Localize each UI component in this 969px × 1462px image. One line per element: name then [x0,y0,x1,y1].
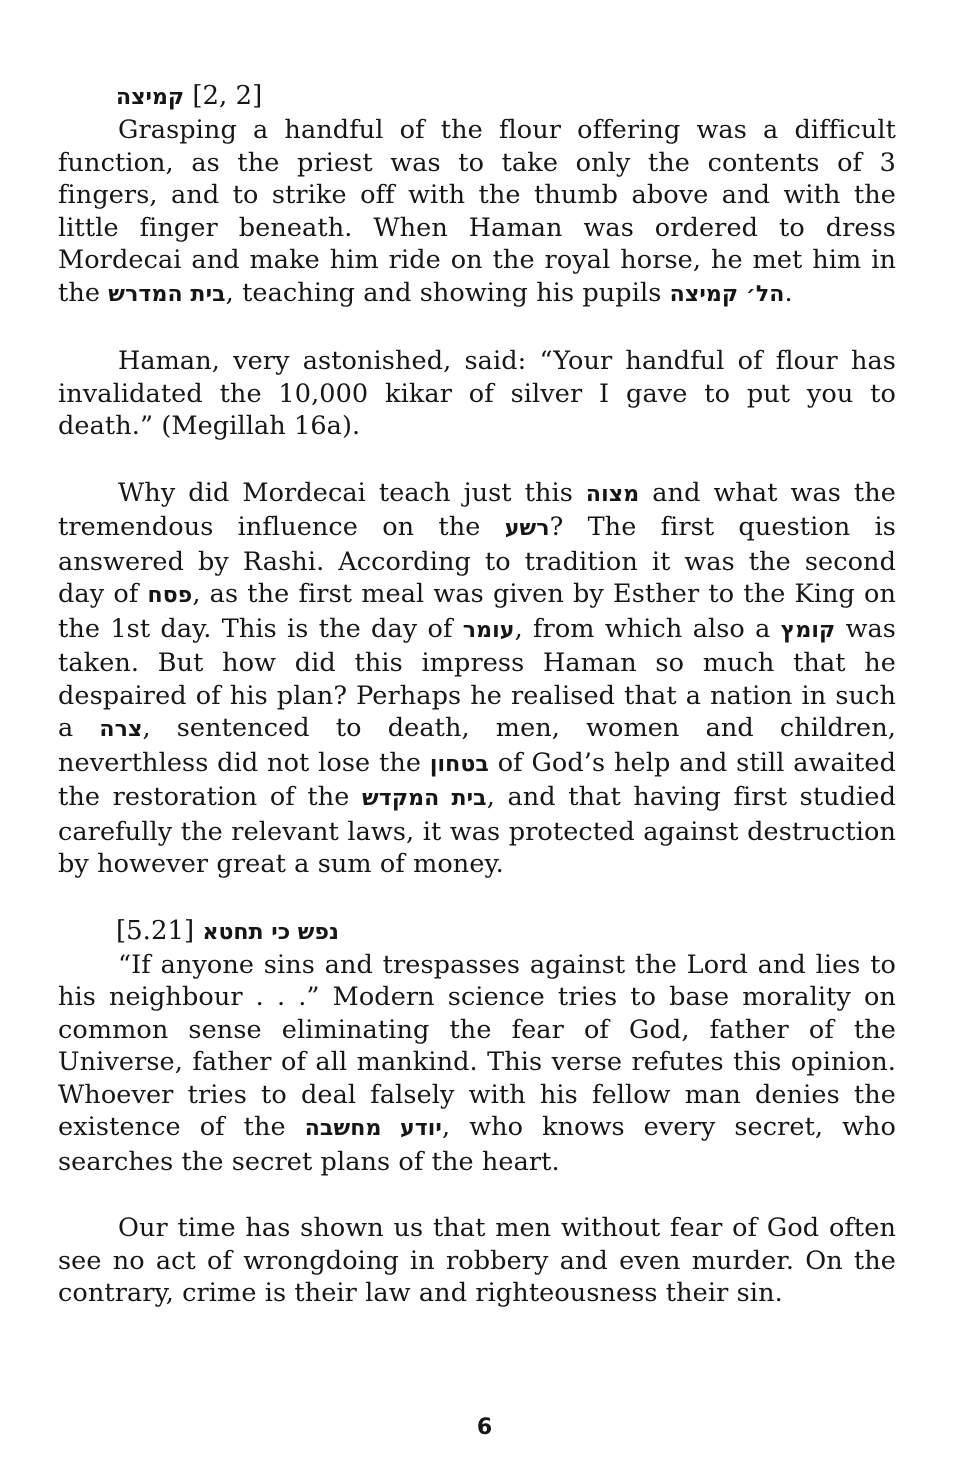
hebrew-term: צרה [99,717,143,742]
hebrew-term: יודע מחשבה [304,1116,443,1141]
paragraph-haman-astonished: Haman, very astonished, said: “Your handful of flour has invalidated the 10,000 kikar of silver I gave to put you to death.” (Megillah 16a). [58,346,896,441]
text-run: ? The first question is answered by Rashi. According to tradition it was the second day of [58,512,896,609]
text-run: “If anyone sins and trespasses against the Lord and lies to his neighbour . . .” Modern science tries to base morality on common sense eliminating the fear of God, father of the Universe, father of all mankind. This verse refutes this opinion. Whoever tries to deal falsely with his fellow man denies the existence of the [58,949,896,1142]
text-run: of God’s help and still awaited the restoration of the [58,747,896,812]
text-run: and what was the tremendous influence on the [58,477,896,542]
hebrew-term: פסח [147,583,193,608]
page-number: 6 [476,1415,493,1440]
paragraph-our-time: Our time has shown us that men without fear of God often see no act of wrongdoing in robbery and even murder. On the contrary, crime is their law and righteousness their sin. [58,1213,896,1308]
text-run: , as the first meal was given by Esther to the King on the 1st day. This is the day of [58,579,897,644]
section-heading-kemitza [116,80,896,114]
heading-hebrew: נפש כי תחטא [202,919,339,945]
hebrew-term: בית המקדש [362,786,487,811]
hebrew-term: הל׳ קמיצה [669,281,785,307]
heading-hebrew: קמיצה [116,85,185,110]
paragraph-why-mordecai [58,477,896,881]
text-run: Grasping a handful of the flour offering was a difficult function, as the priest was to take only the contents of 3 fingers, and to strike off with the thumb above and with the little finger beneath. When Haman was ordered to dress Mordecai and make him ride on the royal horse, he met him in the [58,115,896,308]
text-run: , sentenced to death, men, women and children, neverthless did not lose the [58,713,896,778]
text-run: . [784,277,793,308]
paragraph-grasping-handful [58,114,896,311]
text-run: was taken. But how did this impress Haman so much that he despaired of his plan? Perhaps he realised that a nation in such a [58,613,896,743]
hebrew-term: רשע [504,516,550,541]
hebrew-term: בית המדרש [108,281,226,307]
text-run: , from which also a [514,613,781,644]
text-run: , who knows every secret, who searches the secret plans of the heart. [58,1112,896,1177]
paragraph-if-anyone-sins [58,949,896,1179]
hebrew-term: מצוה [585,481,640,507]
section-heading-nefesh [116,915,896,949]
text-run: , and that having first studied carefully the relevant laws, it was protected against destruction by however great a sum of money. [58,782,896,879]
text-run: Why did Mordecai teach just this [118,477,586,508]
text-run: , teaching and showing his pupils [225,277,670,308]
hebrew-term: עומר [462,617,515,643]
heading-reference: [2, 2] [192,81,263,111]
hebrew-term: קומץ [780,617,836,643]
heading-reference: [5.21] [116,915,195,946]
document-page [58,80,896,1310]
hebrew-term: בטחון [429,751,489,777]
